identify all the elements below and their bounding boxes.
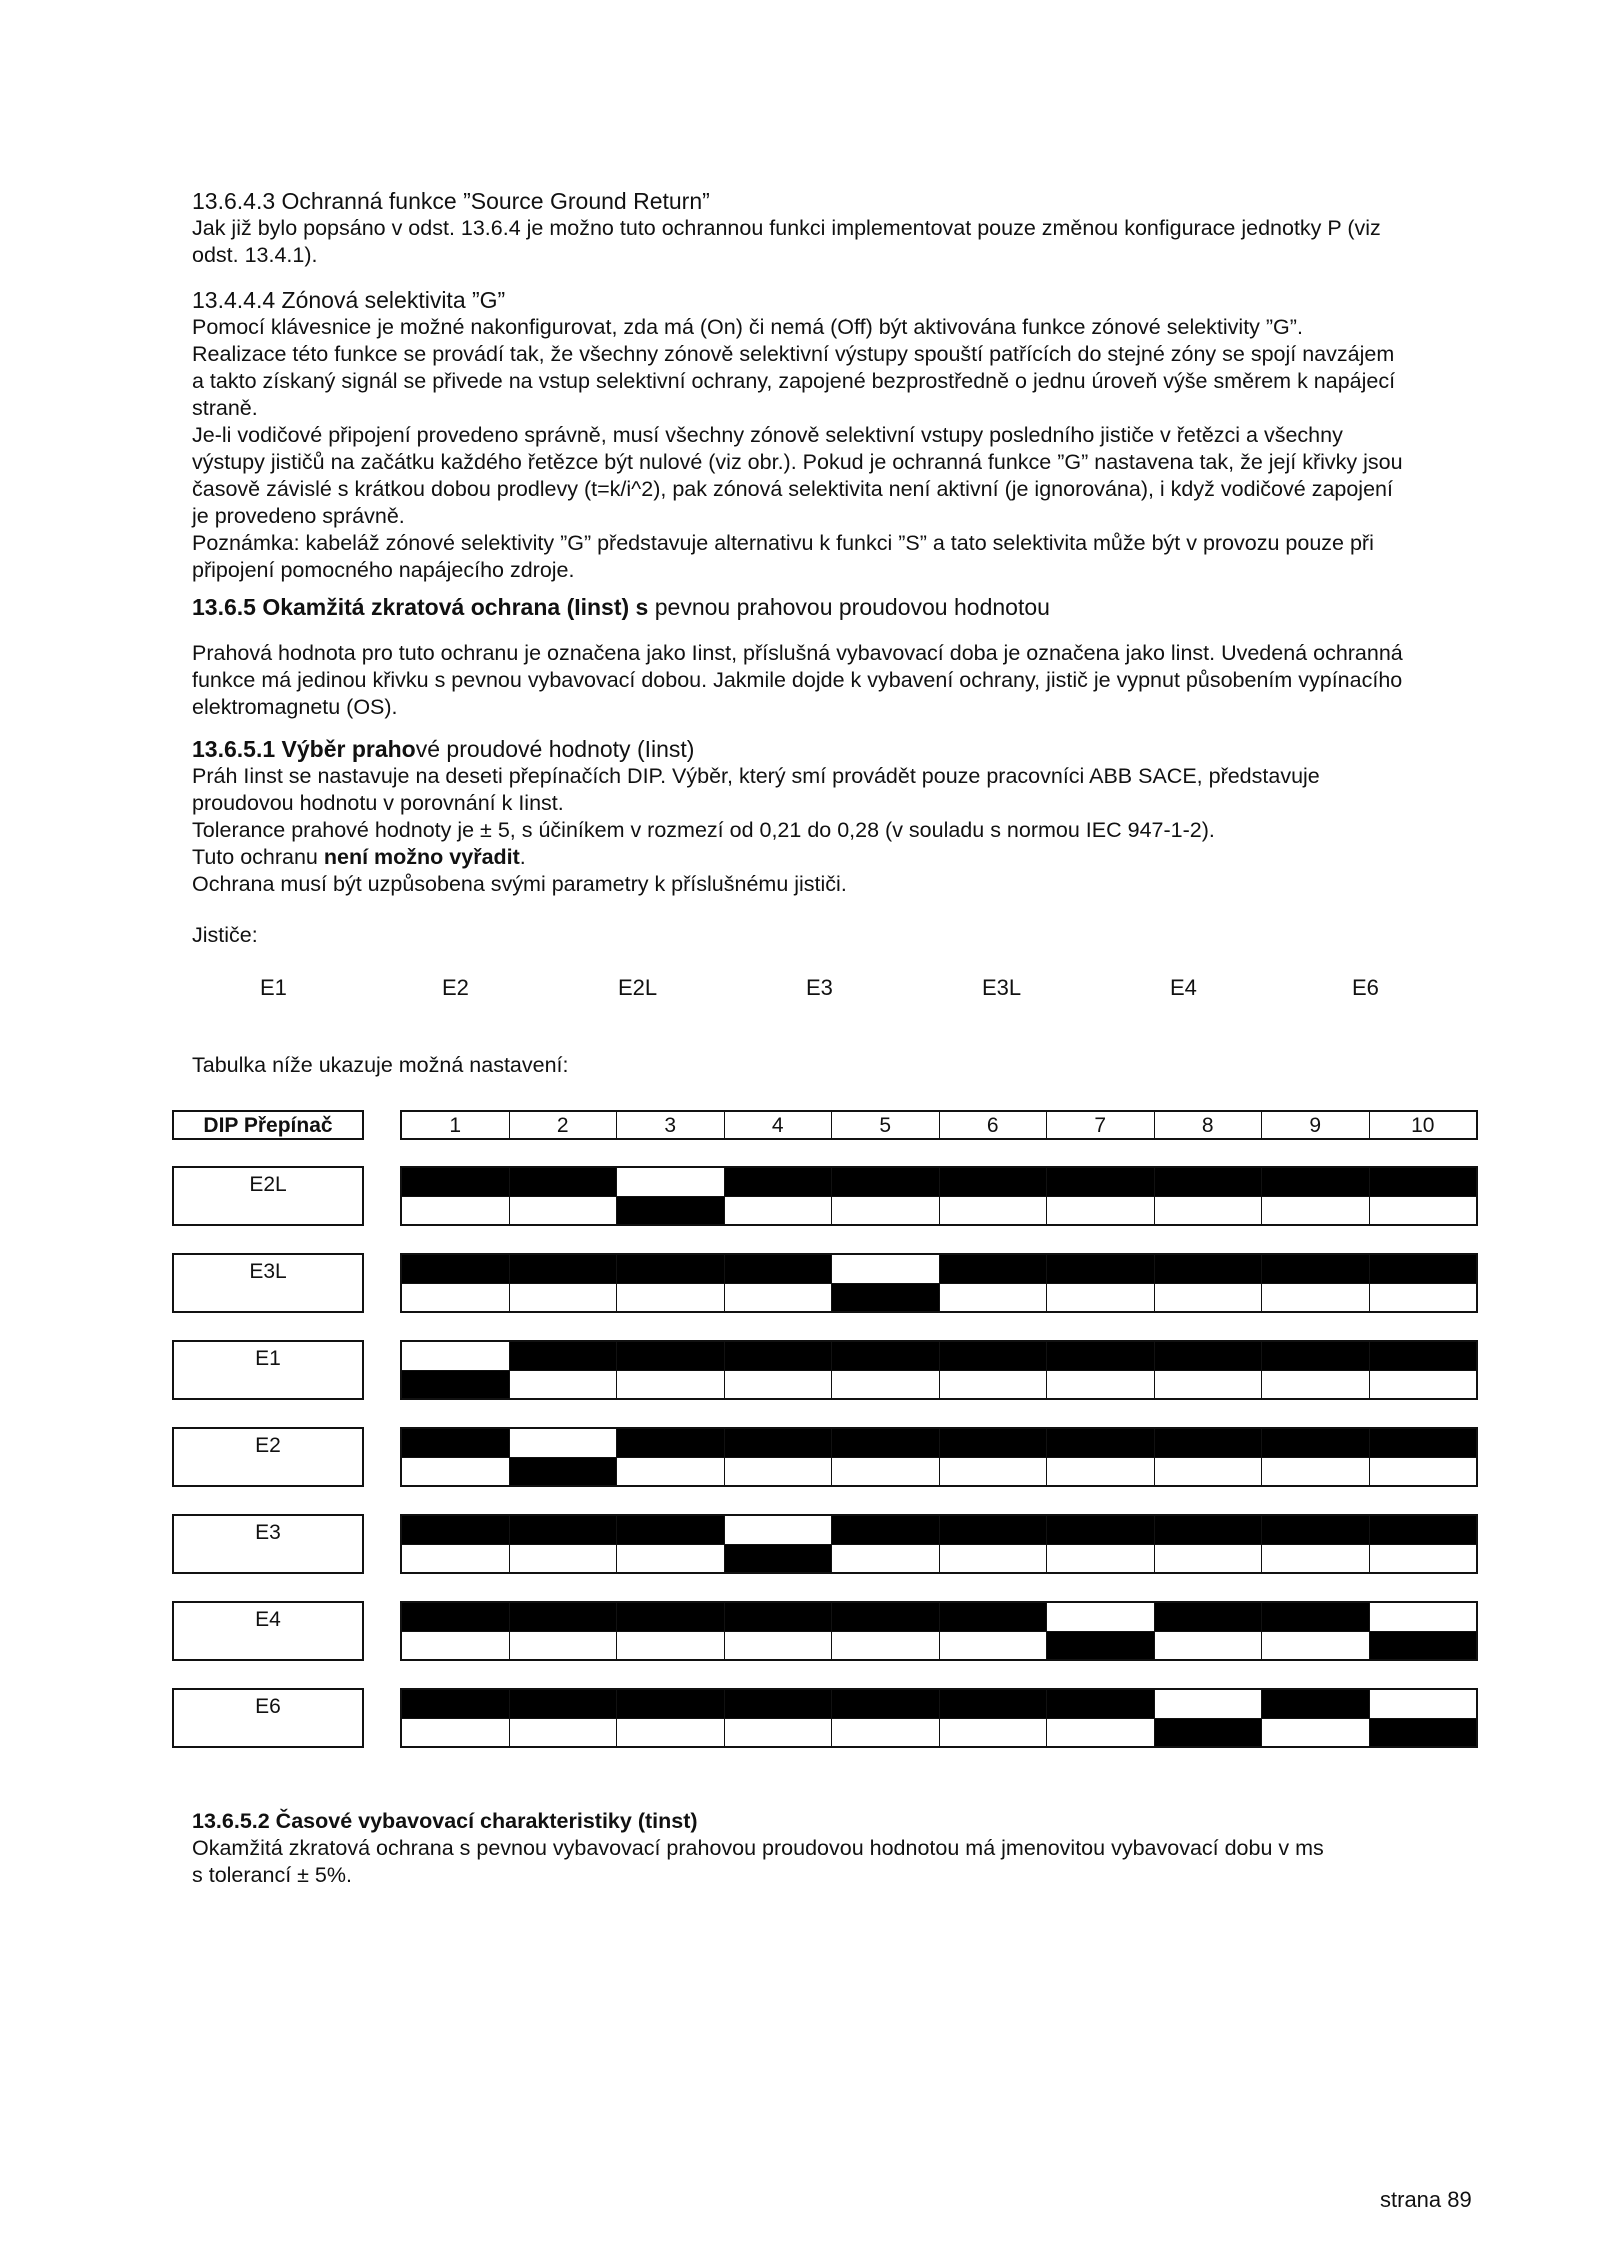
dip-switch-cell [1262, 1429, 1370, 1457]
dip-switch-cell [617, 1429, 725, 1457]
dip-switch-cell [725, 1197, 833, 1225]
section-threshold-selection [192, 736, 1502, 898]
paragraph-line: Jak již bylo popsáno v odst. 13.6.4 je možno tuto ochrannou funkci implementovat pouze změnou konfigurace jednotky P (viz [192, 216, 1381, 240]
dip-switch-cell [402, 1603, 510, 1631]
dip-switch-cell [1155, 1516, 1263, 1544]
dip-switch-cell [1155, 1458, 1263, 1486]
dip-switch-cell [1370, 1458, 1477, 1486]
line-suffix: . [519, 845, 526, 869]
dip-row-label: E1 [172, 1340, 364, 1400]
dip-column-header: 1 [402, 1112, 510, 1138]
breaker-item: E2L [618, 975, 658, 1000]
dip-switch-cell [940, 1632, 1048, 1660]
dip-switch-cell [725, 1632, 833, 1660]
dip-column-headers [400, 1110, 1478, 1140]
dip-switch-row-top [402, 1516, 1476, 1545]
dip-switch-cell [1262, 1603, 1370, 1631]
dip-switch-row-bottom [402, 1197, 1476, 1225]
dip-switch-cell [1370, 1371, 1477, 1399]
dip-switch-cell [1370, 1632, 1477, 1660]
dip-switch-cell [1047, 1516, 1155, 1544]
dip-switch-cell [1370, 1545, 1477, 1573]
dip-switch-grid [400, 1601, 1478, 1661]
breakers-label-text: Jističe: [192, 923, 258, 947]
paragraph-line: Tolerance prahové hodnoty je ± 5, s účiníkem v rozmezí od 0,21 do 0,28 (v souladu s normou IEC 947-1-2). [192, 818, 1215, 842]
dip-switch-cell [1047, 1342, 1155, 1370]
dip-switch-cell [832, 1371, 940, 1399]
dip-switch-cell [940, 1458, 1048, 1486]
dip-switch-cell [940, 1342, 1048, 1370]
dip-switch-cell [510, 1371, 618, 1399]
dip-switch-cell [940, 1371, 1048, 1399]
table-intro [192, 1052, 1502, 1079]
dip-switch-cell [402, 1719, 510, 1747]
dip-switch-cell [1262, 1197, 1370, 1225]
dip-switch-cell [940, 1690, 1048, 1718]
paragraph-line [192, 844, 1502, 871]
section-heading: 13.4.4.4 Zónová selektivita ”G” [192, 287, 506, 313]
dip-switch-cell [617, 1197, 725, 1225]
dip-switch-cell [1262, 1168, 1370, 1196]
dip-switch-cell [1155, 1197, 1263, 1225]
dip-column-header: 7 [1047, 1112, 1155, 1138]
dip-switch-cell [832, 1168, 940, 1196]
dip-switch-cell [1370, 1516, 1477, 1544]
paragraph-line: odst. 13.4.1). [192, 243, 318, 267]
section-zone-selectivity [192, 287, 1502, 584]
dip-switch-cell [1370, 1429, 1477, 1457]
dip-switch-row-top [402, 1255, 1476, 1284]
dip-switch-header: DIP Přepínač [172, 1110, 364, 1140]
breaker-item: E6 [1352, 975, 1379, 1000]
dip-switch-cell [510, 1255, 618, 1283]
dip-switch-cell [1370, 1284, 1477, 1312]
dip-row-label: E4 [172, 1601, 364, 1661]
dip-switch-cell [617, 1255, 725, 1283]
dip-switch-row-top [402, 1168, 1476, 1197]
dip-switch-cell [402, 1284, 510, 1312]
dip-switch-cell [1047, 1197, 1155, 1225]
dip-switch-cell [1370, 1168, 1477, 1196]
dip-switch-cell [617, 1371, 725, 1399]
dip-switch-cell [1262, 1458, 1370, 1486]
dip-switch-cell [1370, 1255, 1477, 1283]
paragraph-line: Je-li vodičové připojení provedeno správně, musí všechny zónově selektivní vstupy posledního jističe v řetězci a všechny [192, 423, 1343, 447]
dip-switch-cell [725, 1516, 833, 1544]
dip-switch-cell [940, 1429, 1048, 1457]
paragraph-line: Prahová hodnota pro tuto ochranu je označena jako Iinst, příslušná vybavovací doba je označena jako linst. Uvedená ochranná [192, 641, 1403, 665]
section-heading-bold: 13.6.5.1 Výběr praho [192, 736, 416, 762]
dip-switch-cell [617, 1545, 725, 1573]
breaker-item: E3 [806, 975, 833, 1000]
dip-column-header: 5 [832, 1112, 940, 1138]
dip-switch-row-top [402, 1429, 1476, 1458]
dip-row-label: E3 [172, 1514, 364, 1574]
dip-switch-cell [940, 1545, 1048, 1573]
breaker-item: E4 [1170, 975, 1197, 1000]
paragraph-line: časově závislé s krátkou dobou prodlevy (t=k/i^2), pak zónová selektivita není aktivní (je ignorována), i když vodičové zapojení [192, 477, 1393, 501]
dip-switch-cell [1047, 1371, 1155, 1399]
dip-switch-cell [510, 1458, 618, 1486]
line-prefix: Tuto ochranu [192, 845, 324, 869]
dip-switch-cell [1262, 1545, 1370, 1573]
dip-switch-cell [402, 1371, 510, 1399]
section-heading [192, 736, 1502, 763]
dip-switch-cell [1047, 1545, 1155, 1573]
dip-switch-cell [1262, 1255, 1370, 1283]
dip-switch-cell [1262, 1632, 1370, 1660]
section-heading-bold: 13.6.5 Okamžitá zkratová ochrana (Iinst) s [192, 594, 649, 620]
breaker-item: E1 [260, 975, 287, 1000]
dip-row-label: E2L [172, 1166, 364, 1226]
dip-switch-cell [832, 1197, 940, 1225]
dip-switch-cell [510, 1429, 618, 1457]
section-heading-rest: vé proudové hodnoty (Iinst) [415, 736, 695, 762]
dip-switch-cell [402, 1632, 510, 1660]
paragraph-line: a takto získaný signál se přivede na vstup selektivní ochrany, zapojené bezprostředně o jednu úroveň výše směrem k napájecí [192, 369, 1396, 393]
dip-switch-cell [1155, 1168, 1263, 1196]
dip-row-label: E3L [172, 1253, 364, 1313]
dip-column-header: 10 [1411, 1114, 1435, 1137]
dip-column-header: 3 [617, 1112, 725, 1138]
paragraph-line: je provedeno správně. [192, 504, 405, 528]
line-bold: není možno vyřadit [323, 845, 520, 869]
breaker-item: E2 [442, 975, 469, 1000]
dip-switch-cell [1262, 1342, 1370, 1370]
section-trip-characteristics [192, 1808, 1502, 1889]
dip-switch-cell [832, 1342, 940, 1370]
dip-switch-cell [510, 1545, 618, 1573]
dip-switch-row-bottom [402, 1371, 1476, 1399]
dip-switch-cell [510, 1603, 618, 1631]
dip-switch-row-bottom [402, 1632, 1476, 1660]
dip-switch-cell [617, 1516, 725, 1544]
dip-switch-cell [1262, 1371, 1370, 1399]
dip-switch-cell [725, 1371, 833, 1399]
section-heading [192, 594, 1502, 621]
dip-switch-cell [510, 1168, 618, 1196]
dip-switch-cell [725, 1603, 833, 1631]
dip-switch-cell [940, 1168, 1048, 1196]
dip-switch-cell [832, 1429, 940, 1457]
dip-switch-cell [1155, 1603, 1263, 1631]
dip-switch-cell [1047, 1458, 1155, 1486]
dip-switch-cell [725, 1255, 833, 1283]
dip-switch-cell [725, 1545, 833, 1573]
dip-switch-cell [832, 1255, 940, 1283]
dip-switch-cell [510, 1342, 618, 1370]
section-heading: 13.6.4.3 Ochranná funkce ”Source Ground Return” [192, 188, 710, 214]
section-heading: 13.6.5.2 Časové vybavovací charakteristiky (tinst) [192, 1809, 698, 1833]
dip-switch-row-bottom [402, 1458, 1476, 1486]
dip-switch-cell [1155, 1429, 1263, 1457]
dip-switch-cell [402, 1458, 510, 1486]
dip-switch-cell [1370, 1719, 1477, 1747]
dip-switch-cell [1155, 1545, 1263, 1573]
dip-switch-cell [832, 1284, 940, 1312]
paragraph-line: Realizace této funkce se provádí tak, že všechny zónově selektivní výstupy spouští patřících do stejné zóny se spojí navzájem [192, 342, 1395, 366]
dip-switch-cell [832, 1458, 940, 1486]
dip-column-header: 9 [1262, 1112, 1370, 1138]
dip-switch-grid [400, 1688, 1478, 1748]
paragraph-line: Pomocí klávesnice je možné nakonfigurovat, zda má (On) či nemá (Off) být aktivována funkce zónové selektivity ”G”. [192, 315, 1303, 339]
dip-switch-cell [1047, 1690, 1155, 1718]
dip-switch-cell [1047, 1429, 1155, 1457]
dip-switch-cell [832, 1516, 940, 1544]
dip-switch-cell [940, 1255, 1048, 1283]
breaker-item: E3L [982, 975, 1022, 1000]
paragraph-line: Ochrana musí být uzpůsobena svými parametry k příslušnému jističi. [192, 872, 847, 896]
dip-switch-grid [400, 1253, 1478, 1313]
dip-switch-cell [832, 1545, 940, 1573]
dip-switch-cell [402, 1197, 510, 1225]
dip-column-header: 8 [1155, 1112, 1263, 1138]
dip-row-label: E2 [172, 1427, 364, 1487]
dip-switch-cell [1370, 1690, 1477, 1718]
paragraph-line: Práh Iinst se nastavuje na deseti přepínačích DIP. Výběr, který smí provádět pouze pracovníci ABB SACE, představuje [192, 764, 1320, 788]
dip-switch-cell [1155, 1255, 1263, 1283]
section-heading-rest: pevnou prahovou proudovou hodnotou [648, 594, 1050, 620]
dip-switch-cell [402, 1429, 510, 1457]
dip-switch-cell [1262, 1516, 1370, 1544]
dip-switch-cell [617, 1690, 725, 1718]
dip-column-header: 2 [510, 1112, 618, 1138]
dip-switch-cell [1047, 1603, 1155, 1631]
dip-switch-row-top [402, 1690, 1476, 1719]
paragraph-line: funkce má jedinou křivku s pevnou vybavovací dobou. Jakmile dojde k vybavení ochrany, jistič je vypnut působením vypínacího [192, 668, 1403, 692]
paragraph-line: výstupy jističů na začátku každého řetězce být nulové (viz obr.). Pokud je ochranná funkce ”G” nastavena tak, že její křivky jsou [192, 450, 1403, 474]
dip-column-header: 6 [940, 1112, 1048, 1138]
dip-switch-cell [1047, 1719, 1155, 1747]
dip-switch-cell [402, 1168, 510, 1196]
dip-switch-cell [940, 1516, 1048, 1544]
dip-switch-cell [510, 1284, 618, 1312]
dip-switch-cell [617, 1168, 725, 1196]
section-source-ground-return [192, 188, 1502, 269]
dip-switch-cell [402, 1690, 510, 1718]
dip-switch-row-top [402, 1603, 1476, 1632]
dip-switch-cell [1262, 1690, 1370, 1718]
dip-switch-cell [940, 1719, 1048, 1747]
dip-switch-cell [1370, 1603, 1477, 1631]
page-number: strana 89 [1380, 2187, 1472, 2212]
dip-switch-cell [510, 1690, 618, 1718]
section-instant-protection-body [192, 640, 1502, 721]
dip-switch-cell [1155, 1371, 1263, 1399]
dip-switch-grid [400, 1340, 1478, 1400]
dip-switch-cell [510, 1516, 618, 1544]
paragraph-line: elektromagnetu (OS). [192, 695, 398, 719]
dip-switch-cell [1370, 1342, 1477, 1370]
dip-switch-cell [402, 1545, 510, 1573]
dip-switch-cell [832, 1603, 940, 1631]
paragraph-line: připojení pomocného napájecího zdroje. [192, 558, 575, 582]
dip-switch-cell [1047, 1255, 1155, 1283]
dip-switch-cell [940, 1603, 1048, 1631]
dip-column-header: 4 [725, 1112, 833, 1138]
dip-switch-cell [1155, 1632, 1263, 1660]
dip-switch-cell [617, 1342, 725, 1370]
dip-switch-cell [1155, 1719, 1263, 1747]
table-intro-text: Tabulka níže ukazuje možná nastavení: [192, 1053, 569, 1077]
dip-switch-cell [510, 1719, 618, 1747]
dip-switch-cell [617, 1603, 725, 1631]
paragraph-line: straně. [192, 396, 258, 420]
dip-switch-cell [725, 1719, 833, 1747]
section-instant-protection [192, 594, 1502, 621]
dip-switch-cell [1155, 1342, 1263, 1370]
dip-switch-cell [402, 1342, 510, 1370]
dip-switch-cell [1262, 1284, 1370, 1312]
dip-switch-grid [400, 1427, 1478, 1487]
dip-switch-cell [617, 1284, 725, 1312]
dip-switch-cell [617, 1719, 725, 1747]
dip-switch-row-bottom [402, 1719, 1476, 1747]
dip-switch-cell [1155, 1284, 1263, 1312]
dip-switch-cell [1047, 1632, 1155, 1660]
dip-switch-cell [725, 1168, 833, 1196]
breakers-label [192, 922, 1502, 949]
dip-switch-cell [725, 1284, 833, 1312]
dip-switch-cell [1047, 1168, 1155, 1196]
dip-row-label: E6 [172, 1688, 364, 1748]
dip-switch-cell [1047, 1284, 1155, 1312]
dip-switch-cell [402, 1255, 510, 1283]
dip-switch-cell [402, 1516, 510, 1544]
paragraph-line: Okamžitá zkratová ochrana s pevnou vybavovací prahovou proudovou hodnotou má jmenovitou vybavovací dobu v ms [192, 1836, 1324, 1860]
paragraph-line: Poznámka: kabeláž zónové selektivity ”G” představuje alternativu k funkci ”S” a tato selektivita může být v provozu pouze při [192, 531, 1374, 555]
dip-switch-row-top [402, 1342, 1476, 1371]
dip-switch-cell [725, 1342, 833, 1370]
dip-switch-cell [725, 1429, 833, 1457]
dip-switch-cell [1370, 1197, 1477, 1225]
paragraph-line: proudovou hodnotu v porovnání k Iinst. [192, 791, 564, 815]
dip-switch-cell [617, 1458, 725, 1486]
dip-switch-grid [400, 1166, 1478, 1226]
dip-switch-cell [832, 1719, 940, 1747]
dip-switch-row-bottom [402, 1545, 1476, 1573]
dip-switch-cell [725, 1690, 833, 1718]
dip-switch-cell [832, 1632, 940, 1660]
dip-switch-cell [940, 1197, 1048, 1225]
dip-switch-cell [725, 1458, 833, 1486]
dip-switch-cell [1155, 1690, 1263, 1718]
dip-switch-cell [832, 1690, 940, 1718]
dip-switch-cell [1262, 1719, 1370, 1747]
dip-switch-cell [510, 1197, 618, 1225]
dip-switch-cell [940, 1284, 1048, 1312]
dip-switch-row-bottom [402, 1284, 1476, 1312]
dip-switch-cell [510, 1632, 618, 1660]
dip-switch-cell [617, 1632, 725, 1660]
paragraph-line: s tolerancí ± 5%. [192, 1863, 352, 1887]
breakers-list [192, 974, 1492, 1004]
dip-switch-grid [400, 1514, 1478, 1574]
